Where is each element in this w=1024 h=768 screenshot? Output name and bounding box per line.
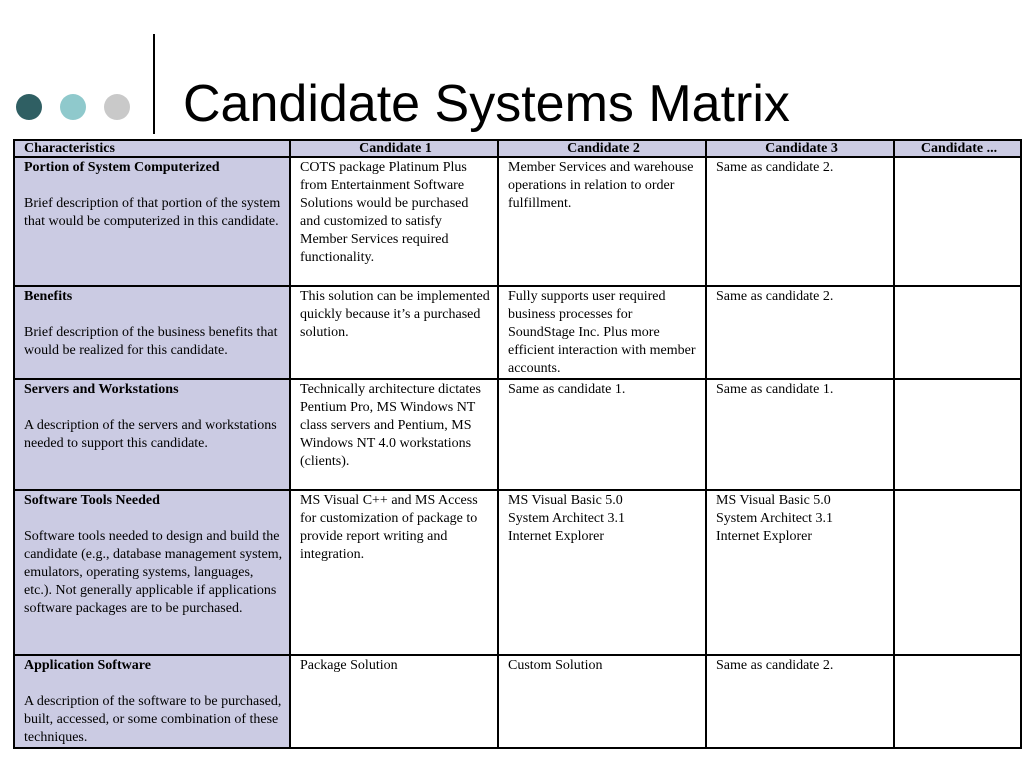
bullet-dot-dark-icon bbox=[16, 94, 42, 120]
table-cell bbox=[894, 655, 1021, 748]
slide-title: Candidate Systems Matrix bbox=[183, 75, 790, 133]
table-cell bbox=[498, 655, 706, 748]
table-cell bbox=[894, 379, 1021, 490]
row-title: Benefits bbox=[24, 289, 73, 304]
table-row bbox=[14, 157, 1021, 286]
row-title: Application Software bbox=[24, 658, 151, 673]
table-cell bbox=[706, 655, 894, 748]
row-description: A description of the servers and workstations needed to support this candidate. bbox=[24, 418, 277, 451]
cell-text: Same as candidate 1. bbox=[716, 382, 834, 397]
table-cell bbox=[706, 286, 894, 379]
row-characteristic bbox=[14, 655, 290, 748]
table-cell bbox=[498, 379, 706, 490]
header-characteristics: Characteristics bbox=[14, 140, 290, 157]
cell-text: This solution can be implemented quickly because it’s a purchased solution. bbox=[300, 289, 490, 340]
table-cell bbox=[290, 286, 498, 379]
cell-text: Same as candidate 1. bbox=[508, 382, 626, 397]
table-cell bbox=[498, 490, 706, 655]
row-characteristic bbox=[14, 490, 290, 655]
cell-text: Fully supports user required business processes for SoundStage Inc. Plus more efficient interaction with member accounts. bbox=[508, 289, 696, 376]
table-row bbox=[14, 379, 1021, 490]
bullet-dot-teal-icon bbox=[60, 94, 86, 120]
table-cell bbox=[894, 157, 1021, 286]
table-cell bbox=[706, 490, 894, 655]
cell-text: Same as candidate 2. bbox=[716, 289, 834, 304]
candidate-matrix-table bbox=[13, 139, 1022, 749]
table-row bbox=[14, 286, 1021, 379]
header-candidate-1: Candidate 1 bbox=[290, 140, 498, 157]
row-description: Brief description of the business benefits that would be realized for this candidate. bbox=[24, 325, 278, 358]
cell-text: COTS package Platinum Plus from Entertainment Software Solutions would be purchased and customized to satisfy Member Services required functionality. bbox=[300, 160, 469, 265]
bullet-dot-gray-icon bbox=[104, 94, 130, 120]
row-description: A description of the software to be purchased, built, accessed, or some combination of these techniques. bbox=[24, 694, 282, 745]
header-candidate-3: Candidate 3 bbox=[706, 140, 894, 157]
table-row bbox=[14, 655, 1021, 748]
table-cell bbox=[706, 379, 894, 490]
table-cell bbox=[290, 157, 498, 286]
cell-text: Member Services and warehouse operations in relation to order fulfillment. bbox=[508, 160, 694, 211]
cell-text: Custom Solution bbox=[508, 658, 603, 673]
table-cell bbox=[894, 490, 1021, 655]
row-title: Portion of System Computerized bbox=[24, 160, 220, 175]
title-divider bbox=[153, 34, 155, 134]
cell-text: MS Visual Basic 5.0 System Architect 3.1 Internet Explorer bbox=[508, 493, 626, 544]
row-description: Brief description of that portion of the system that would be computerized in this candidate. bbox=[24, 196, 281, 229]
cell-text: MS Visual Basic 5.0 System Architect 3.1 Internet Explorer bbox=[716, 493, 834, 544]
header-candidate-2: Candidate 2 bbox=[498, 140, 706, 157]
row-description: Software tools needed to design and build the candidate (e.g., database management system, emulators, operating systems, languages, etc.). Not generally applicable if applications software packages are to be purchased. bbox=[24, 529, 283, 616]
cell-text: Same as candidate 2. bbox=[716, 160, 834, 175]
row-title: Servers and Workstations bbox=[24, 382, 179, 397]
table-cell bbox=[290, 490, 498, 655]
table-cell bbox=[290, 655, 498, 748]
cell-text: Technically architecture dictates Pentium Pro, MS Windows NT class servers and Pentium, MS Windows NT 4.0 workstations (clients). bbox=[300, 382, 481, 469]
row-characteristic bbox=[14, 379, 290, 490]
table-cell bbox=[290, 379, 498, 490]
table-cell bbox=[894, 286, 1021, 379]
table-header-row bbox=[14, 140, 1021, 157]
header-candidate-more: Candidate ... bbox=[894, 140, 1021, 157]
table-cell bbox=[498, 286, 706, 379]
table-cell bbox=[706, 157, 894, 286]
cell-text: Same as candidate 2. bbox=[716, 658, 834, 673]
table-cell bbox=[498, 157, 706, 286]
row-characteristic bbox=[14, 286, 290, 379]
table-row bbox=[14, 490, 1021, 655]
cell-text: Package Solution bbox=[300, 658, 398, 673]
row-characteristic bbox=[14, 157, 290, 286]
cell-text: MS Visual C++ and MS Access for customization of package to provide report writing and integration. bbox=[300, 493, 478, 562]
row-title: Software Tools Needed bbox=[24, 493, 160, 508]
